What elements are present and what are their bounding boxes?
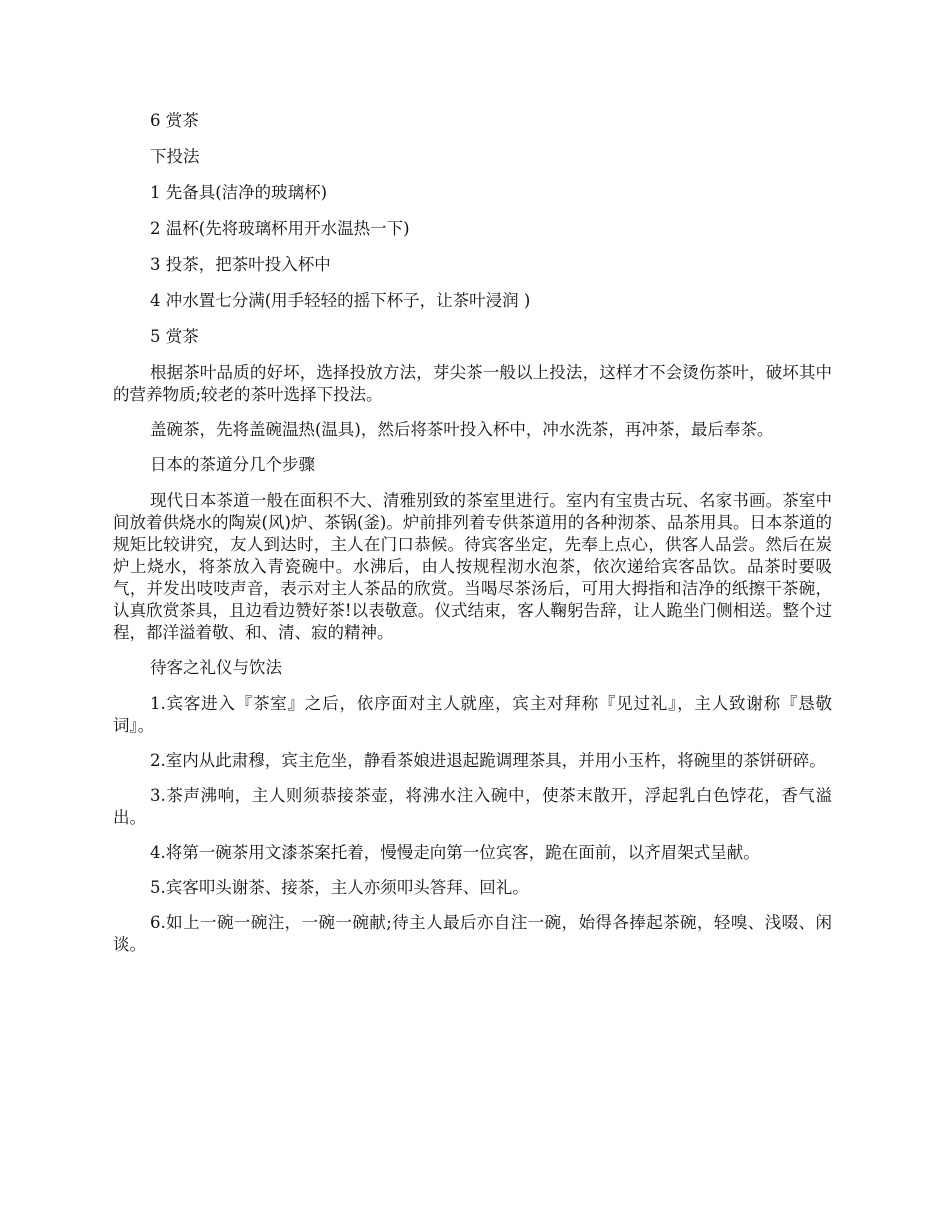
etiquette-item-5: 5.宾客叩头谢茶、接茶，主人亦须叩头答拜、回礼。 [150,878,529,897]
section-heading-japanese-tea-ceremony: 日本的茶道分几个步骤 [150,455,315,474]
etiquette-item-3: 3.茶声沸响，主人则须恭接茶壶，将沸水注入碗中，使茶末散开，浮起乳白色饽花，香气溢出。 [113,786,832,827]
document-body [113,110,832,956]
step-2-warm-cup: 2 温杯(先将玻璃杯用开水温热一下) [150,219,410,238]
step-4-pour-water: 4 冲水置七分满(用手轻轻的摇下杯子，让茶叶浸润 ) [150,291,531,310]
paragraph-placement-method: 根据茶叶品质的好坏，选择投放方法，芽尖茶一般以上投法，这样才不会烫伤茶叶，破坏其中的营养物质;较老的茶叶选择下投法。 [113,363,832,404]
step-1-prepare-utensils: 1 先备具(洁净的玻璃杯) [150,183,328,202]
step-3-add-tea: 3 投茶，把茶叶投入杯中 [150,255,331,274]
section-heading-hospitality-etiquette: 待客之礼仪与饮法 [150,658,282,677]
step-5-appreciate-tea: 5 赏茶 [150,327,199,346]
etiquette-item-2: 2.室内从此肃穆，宾主危坐，静看茶娘进退起跪调理茶具，并用小玉杵，将碗里的茶饼研碎。 [150,751,826,770]
paragraph-japanese-tea-ceremony: 现代日本茶道一般在面积不大、清雅别致的茶室里进行。室内有宝贵古玩、名家书画。茶室中间放着供烧水的陶炭(风)炉、茶锅(釜)。炉前排列着专供茶道用的各种沏茶、品茶用具。日本茶道的规矩比较讲究，友人到达时，主人在门口恭候。待宾客坐定，先奉上点心，供客人品尝。然后在炭炉上烧水，将茶放入青瓷碗中。水沸后，由人按规程沏水泡茶，依次递给宾客品饮。品茶时要吸气，并发出吱吱声音，表示对主人茶品的欣赏。当喝尽茶汤后，可用大拇指和洁净的纸擦干茶碗，认真欣赏茶具，且边看边赞好茶!以表敬意。仪式结束，客人鞠躬告辞，让人跪坐门侧相送。整个过程，都洋溢着敬、和、清、寂的精神。 [113,491,832,642]
etiquette-item-1: 1.宾客进入『茶室』之后，依序面对主人就座，宾主对拜称『见过礼』，主人致谢称『恳敬词』。 [113,694,832,735]
etiquette-item-6: 6.如上一碗一碗注，一碗一碗献;待主人最后亦自注一碗，始得各捧起茶碗，轻嗅、浅啜、闲谈。 [113,913,832,954]
step-6-appreciate-tea: 6 赏茶 [150,111,199,130]
paragraph-gaiwan-tea: 盖碗茶，先将盖碗温热(温具)，然后将茶叶投入杯中，冲水洗茶，再冲茶，最后奉茶。 [150,420,774,439]
section-heading-bottom-placement: 下投法 [150,147,200,166]
etiquette-item-4: 4.将第一碗茶用文漆茶案托着，慢慢走向第一位宾客，跪在面前，以齐眉架式呈献。 [150,843,760,862]
